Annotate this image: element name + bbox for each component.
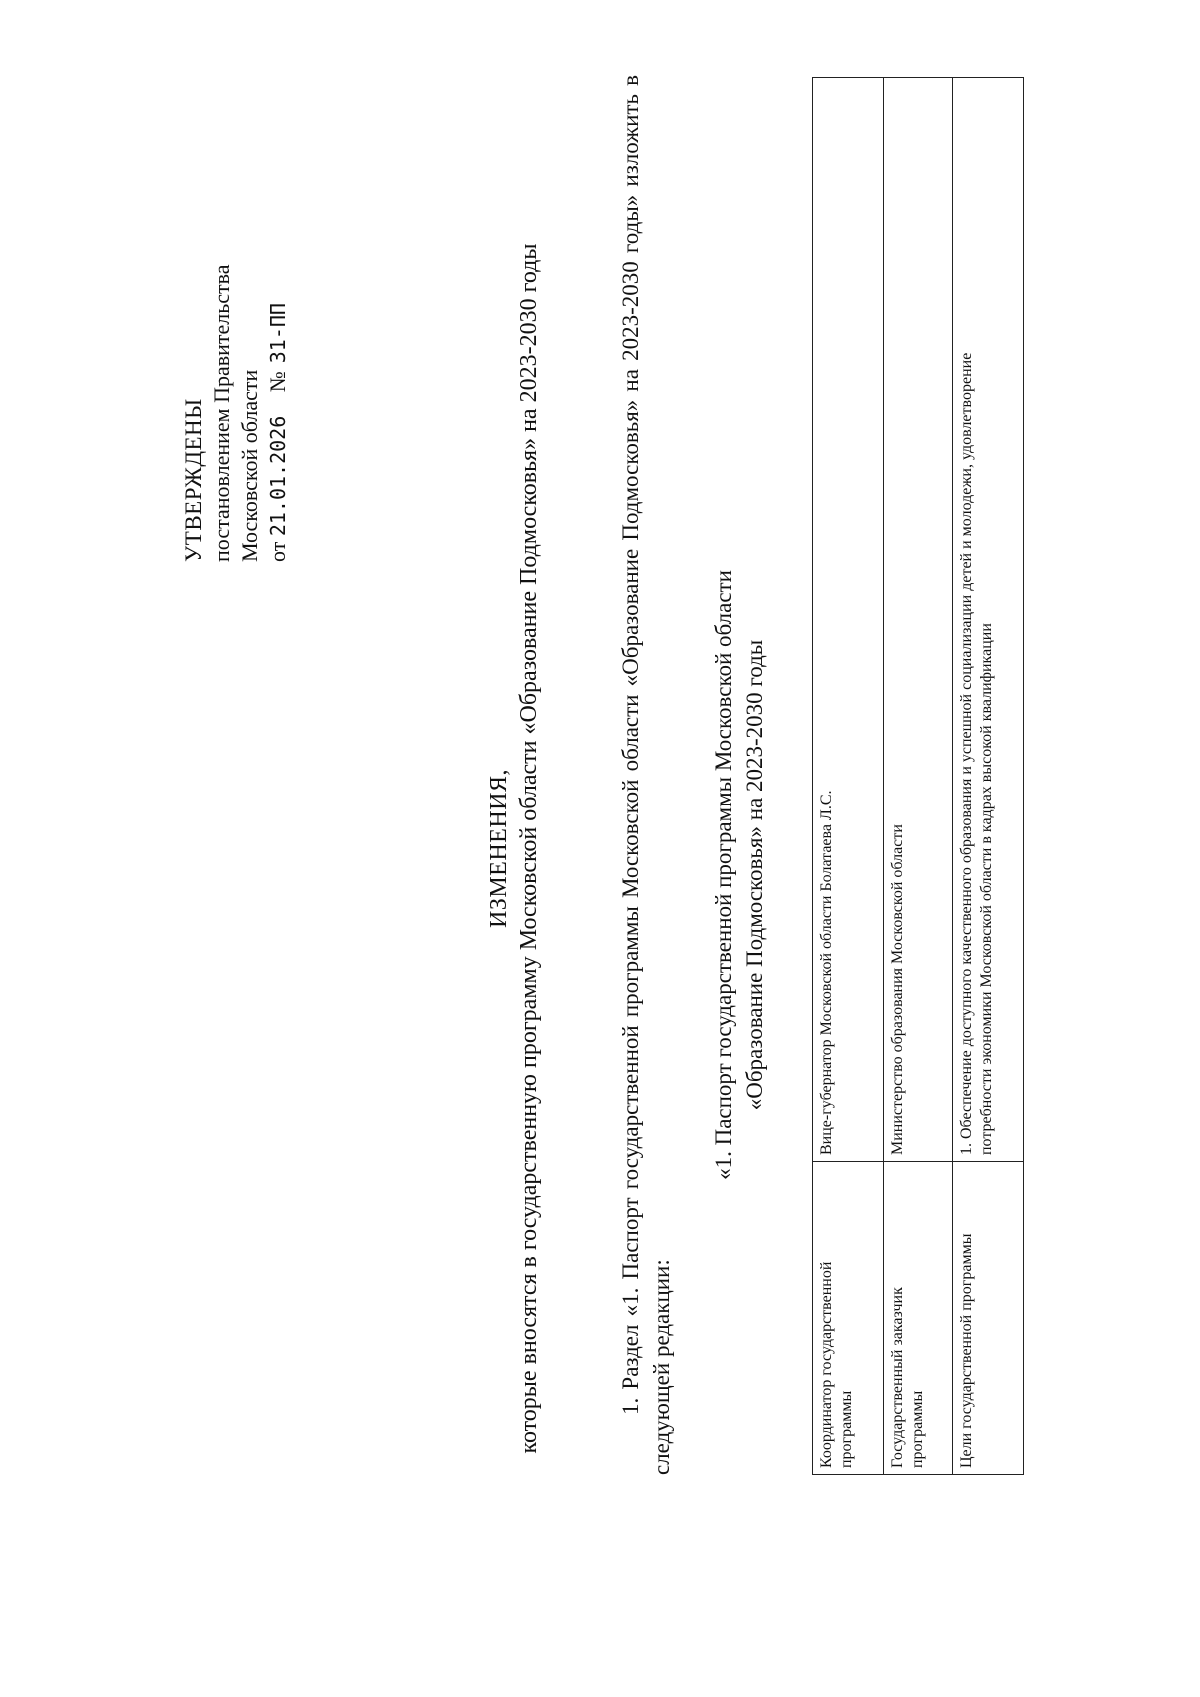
- table-label-cell: [884, 1162, 953, 1475]
- amendment-paragraph-text: 1. Раздел «1. Паспорт государственной программы Московской области «Образование Подмосковья» на 2023-2030 годы» изложить в следующей редакции:: [618, 75, 674, 1475]
- table-value-cell: [884, 78, 953, 1162]
- table-label-cell: [813, 1162, 884, 1475]
- coordinator-label-line-1: Координатор государственной: [818, 1261, 835, 1468]
- table-value-cell: [813, 78, 884, 1162]
- approval-line-2: Московской области: [237, 369, 262, 562]
- approval-date-prefix: от: [265, 541, 290, 562]
- table-row: [813, 78, 884, 1475]
- goals-value-line-1: 1. Обеспечение доступного качественного образования и успешной социализации детей и молодежи, удовлетворение: [958, 352, 975, 1155]
- passport-table: [812, 77, 1024, 1475]
- customer-label-line-2: программы: [909, 1390, 926, 1468]
- approval-date: 21.01.2026: [266, 415, 290, 537]
- goals-label: Цели государственной программы: [958, 1233, 975, 1468]
- approval-number-label: №: [265, 371, 290, 393]
- approval-stamp: [180, 264, 292, 562]
- section-title-line-1: «1. Паспорт государственной программы Московской области: [711, 570, 736, 1180]
- table-row: [953, 78, 1024, 1475]
- coordinator-value: Вице-губернатор Московской области Болатаева Л.С.: [818, 790, 835, 1155]
- table-value-cell: [953, 78, 1024, 1162]
- goals-value-line-2: потребности экономики Московской области в кадрах высокой квалификации: [978, 623, 995, 1155]
- amendment-paragraph: [615, 75, 677, 1475]
- customer-label-line-1: Государственный заказчик: [889, 1287, 906, 1468]
- approval-line-1: постановлением Правительства: [209, 264, 234, 562]
- document-title: ИЗМЕНЕНИЯ,: [486, 768, 512, 929]
- coordinator-label-line-2: программы: [838, 1390, 855, 1468]
- table-row: [884, 78, 953, 1475]
- customer-value: Министерство образования Московской области: [889, 824, 906, 1155]
- approval-title: УТВЕРЖДЕНЫ: [181, 398, 206, 562]
- section-title-line-2: «Образование Подмосковья» на 2023-2030 годы: [742, 639, 767, 1111]
- document-subtitle: которые вносятся в государственную программу Московской области «Образование Подмосковья» на 2023-2030 годы: [516, 243, 542, 1454]
- approval-date-line: [264, 264, 292, 562]
- table-label-cell: [953, 1162, 1024, 1475]
- approval-number: 31-ПП: [266, 303, 290, 364]
